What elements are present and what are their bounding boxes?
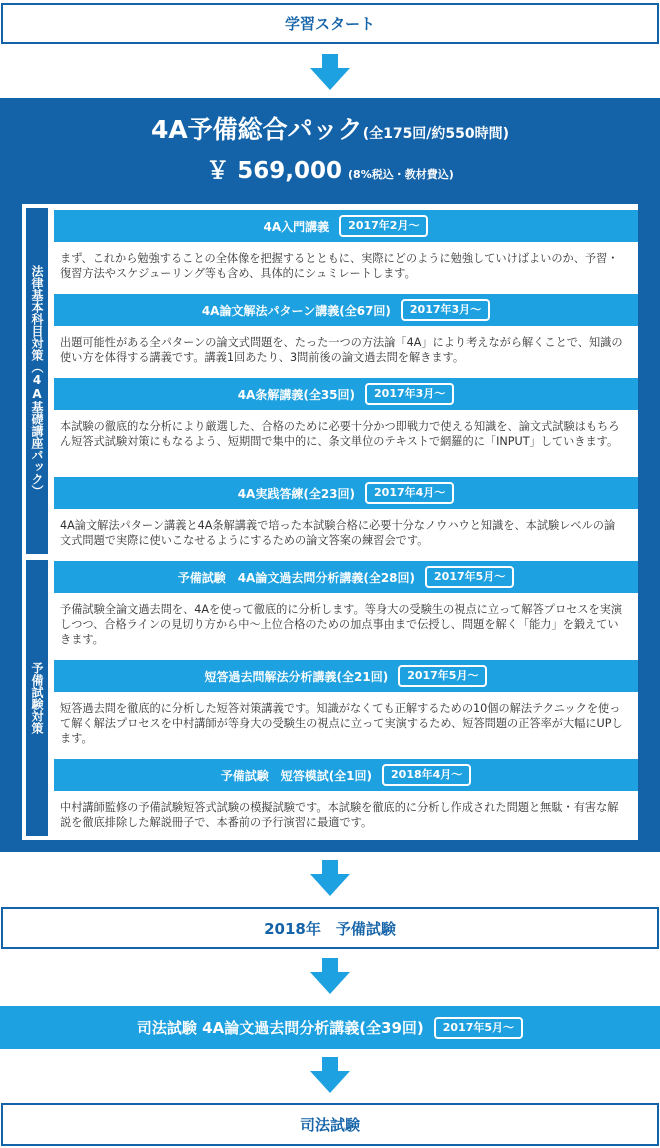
course-title: 4A論文解法パターン講義(全67回) (201, 303, 391, 318)
course-date-badge: 2017年3月～ (401, 299, 490, 321)
step-study-start (1, 3, 659, 44)
pack-panel (0, 98, 660, 852)
course-header (54, 561, 638, 593)
pack-title (0, 110, 660, 146)
course-header (54, 660, 638, 692)
pack-title-sub: (全175回/約550時間) (362, 126, 510, 142)
step-yobi-exam (1, 907, 659, 949)
step-shiho-exam (1, 1103, 659, 1146)
course-title: 4A入門講義 (263, 219, 330, 234)
course-description: 出題可能性がある全パターンの論文式問題を、たった一つの方法論「4A」により考えながら解くことで、知識の使い方を体得する講義です。講義1回あたり、3問前後の論文過去問を解きます。 (60, 336, 623, 364)
course-description: まず、これから勉強することの全体像を把握するとともに、実際にどのように勉強していけばよいのか、予習・復習方法やスケジューリング等も含め、具体的にシュミレートします。 (60, 252, 619, 280)
step-yobi-exam-label: 2018年 予備試験 (264, 919, 396, 938)
pack-title-main: 4A予備総合パック (150, 115, 363, 144)
course-title: 短答過去問解法分析講義(全21回) (204, 669, 389, 684)
course-description: 中村講師監修の予備試験短答式試験の模擬試験です。本試験を徹底的に分析し作成された問題と無駄・有害な解説を徹底排除した解説冊子で、本番前の予行演習に最適です。 (60, 801, 619, 829)
course-title: 予備試験 短答模試(全1回) (220, 768, 373, 783)
course-header (54, 378, 638, 410)
step-shiho-exam-label: 司法試験 (299, 1116, 360, 1134)
down-arrow-icon (310, 860, 350, 896)
course-title: 4A実践答練(全23回) (237, 486, 356, 501)
pack-price-note: (8%税込・教材費込) (348, 168, 454, 181)
course-title: 4A条解講義(全35回) (237, 387, 356, 402)
course-description: 短答過去問を徹底的に分析した短答対策講義です。知識がなくても正解するための10個の解法テクニックを使って解く解法プロセスを中村講師が等身大の受験生の視点に立って実演するため、短答問題の正答率が大幅にUPします。 (60, 702, 623, 745)
section-label-yobi: 予備試験対策 (26, 560, 48, 836)
shiho-course-title: 司法試験 4A論文過去問分析講義(全39回) (136, 1019, 424, 1037)
course-date-badge: 2017年5月～ (425, 566, 514, 588)
course-description: 本試験の徹底的な分析により厳選した、合格のために必要十分かつ即戦力で使える知識を、論文式試験はもちろん短答式試験対策にもなるよう、短期間で集中的に、条文単位のテキストで網羅的に「INPUT」していきます。 (60, 420, 620, 448)
down-arrow-icon (310, 54, 350, 90)
course-header (54, 477, 638, 509)
pack-price-value: ￥ 569,000 (206, 158, 343, 184)
course-description: 予備試験全論文過去問を、4Aを使って徹底的に分析します。等身大の受験生の視点に立って解答プロセスを実演しつつ、合格ラインの見切り方から中～上位合格のための加点事由まで伝授し、問題を解く「能力」を鍛えていきます。 (60, 603, 623, 646)
section-label-basic: 法律基本科目対策（4A基礎講座パック） (26, 208, 48, 554)
course-date-badge: 2017年5月～ (398, 665, 487, 687)
step-study-start-label: 学習スタート (284, 15, 375, 33)
course-header (54, 759, 638, 791)
course-description: 4A論文解法パターン講義と4A条解講義で培った本試験合格に必要十分なノウハウと知識を、本試験レベルの論文式問題で実際に使いこなせるようにするための論文答案の練習会です。 (60, 519, 616, 547)
pack-price (0, 152, 660, 185)
course-date-badge: 2018年4月～ (382, 764, 471, 786)
course-title: 予備試験 4A論文過去問分析講義(全28回) (177, 570, 416, 585)
shiho-course-date-badge: 2017年5月～ (434, 1017, 523, 1039)
course-header (54, 210, 638, 242)
course-header (54, 294, 638, 326)
course-date-badge: 2017年2月～ (339, 215, 428, 237)
shiho-course-box (0, 1006, 660, 1049)
down-arrow-icon (310, 1057, 350, 1093)
course-date-badge: 2017年3月～ (365, 383, 454, 405)
course-date-badge: 2017年4月～ (365, 482, 454, 504)
down-arrow-icon (310, 958, 350, 994)
